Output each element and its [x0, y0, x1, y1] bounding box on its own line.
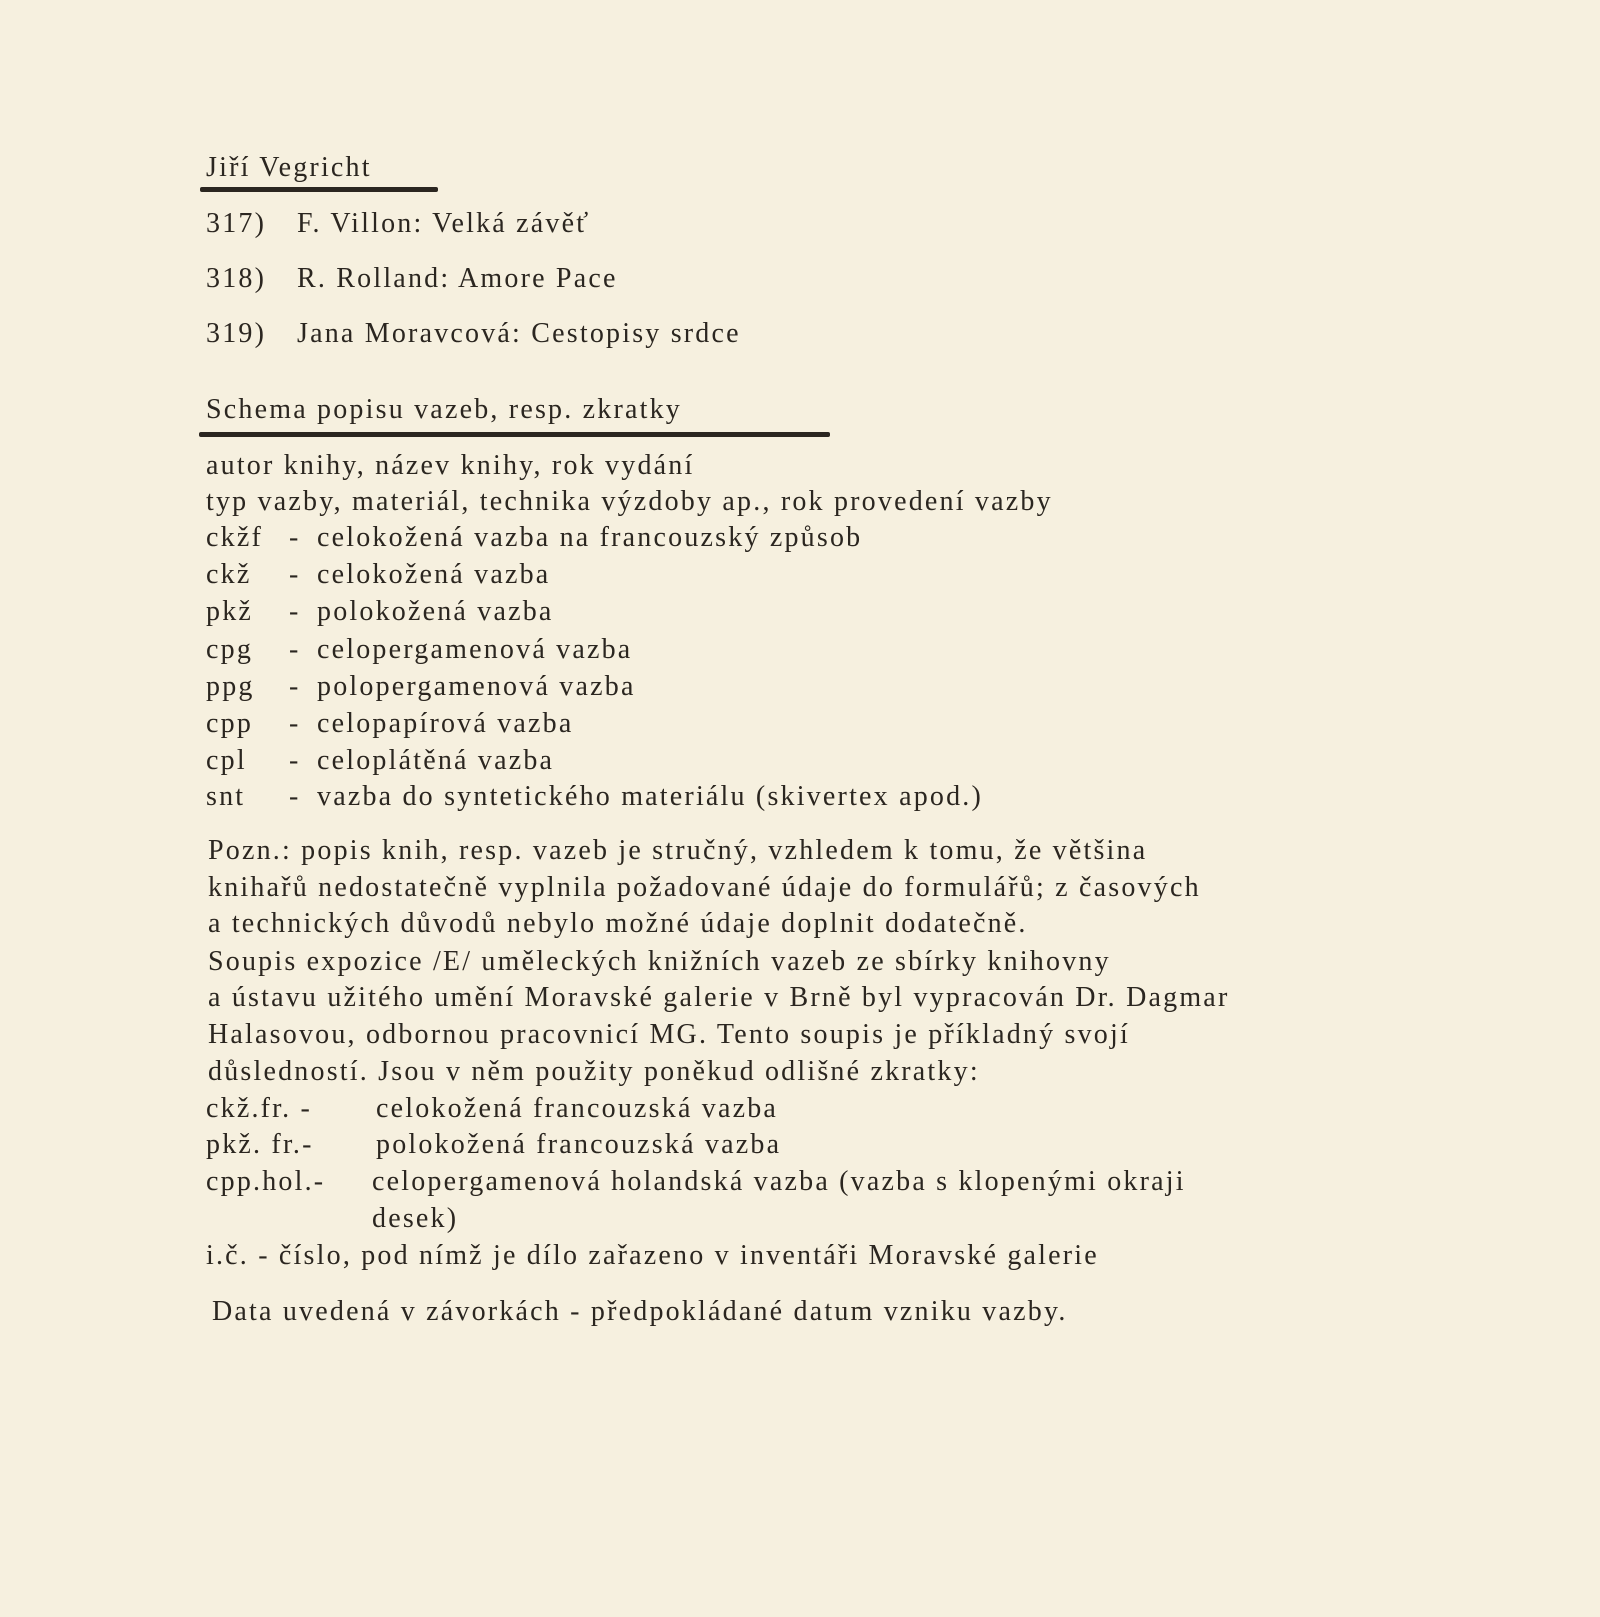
abbr-desc: celoplátěná vazba [317, 745, 555, 776]
note-line: knihařů nedostatečně vyplnila požadované údaje do formulářů; z časových [208, 872, 1201, 903]
abbr-desc: vazba do syntetického materiálu (skivertex apod.) [317, 781, 984, 812]
item-number: 318) [206, 263, 267, 294]
abbr-desc: celopapírová vazba [317, 708, 574, 739]
schema-line: typ vazby, materiál, technika výzdoby ap., rok provedení vazby [206, 486, 1053, 517]
abbr-dash: - [289, 559, 301, 590]
note-line: a technických důvodů nebylo možné údaje doplnit dodatečně. [208, 908, 1028, 939]
abbr-dash: - [289, 745, 301, 776]
abbr-dash: - [289, 634, 301, 665]
abbr-desc: polokožená francouzská vazba [376, 1129, 782, 1160]
abbr-dash: - [289, 671, 301, 702]
schema-line: autor knihy, název knihy, rok vydání [206, 450, 695, 481]
abbr-desc: celokožená vazba na francouzský způsob [317, 522, 863, 553]
abbr-desc: celopergamenová vazba [317, 634, 633, 665]
abbr-code: pkž. fr.- [206, 1129, 314, 1160]
inventory-number-line: i.č. - číslo, pod nímž je dílo zařazeno v inventáři Moravské galerie [206, 1240, 1099, 1271]
abbr-code: cpl [206, 745, 247, 776]
abbr-code: pkž [206, 596, 254, 627]
abbr-code: ckž [206, 559, 252, 590]
item-number: 317) [206, 208, 267, 239]
heading-underline [200, 187, 438, 192]
abbr-dash: - [289, 596, 301, 627]
note-line: důsledností. Jsou v něm použity poněkud odlišné zkratky: [208, 1056, 980, 1087]
item-title: Jana Moravcová: Cestopisy srdce [297, 318, 741, 349]
abbr-desc: celokožená vazba [317, 559, 551, 590]
abbr-dash: - [289, 781, 301, 812]
abbr-desc: celokožená francouzská vazba [376, 1093, 779, 1124]
abbr-desc-continued: desek) [372, 1203, 459, 1234]
note-line: Halasovou, odbornou pracovnicí MG. Tento soupis je příkladný svojí [208, 1019, 1130, 1050]
section-heading-author: Jiří Vegricht [206, 152, 372, 183]
heading-underline [199, 432, 830, 437]
abbr-code: ppg [206, 671, 255, 702]
abbr-desc: polokožená vazba [317, 596, 554, 627]
abbr-code: cpp [206, 708, 254, 739]
abbr-dash: - [289, 522, 301, 553]
abbr-desc: polopergamenová vazba [317, 671, 636, 702]
abbr-code: cpp.hol.- [206, 1166, 326, 1197]
item-title: F. Villon: Velká závěť [297, 208, 591, 239]
abbr-code: ckžf [206, 522, 263, 553]
abbr-code: ckž.fr. - [206, 1093, 313, 1124]
note-line: Soupis expozice /E/ uměleckých knižních vazeb ze sbírky knihovny [208, 946, 1111, 977]
item-title: R. Rolland: Amore Pace [297, 263, 618, 294]
note-line: a ústavu užitého umění Moravské galerie v Brně byl vypracován Dr. Dagmar [208, 982, 1230, 1013]
abbr-desc: celopergamenová holandská vazba (vazba s klopenými okraji [372, 1166, 1186, 1197]
item-number: 319) [206, 318, 267, 349]
abbr-code: snt [206, 781, 246, 812]
final-note-line: Data uvedená v závorkách - předpokládané datum vzniku vazby. [212, 1296, 1068, 1327]
section-heading-schema: Schema popisu vazeb, resp. zkratky [206, 394, 683, 425]
abbr-dash: - [289, 708, 301, 739]
note-line: Pozn.: popis knih, resp. vazeb je stručný, vzhledem k tomu, že většina [208, 835, 1148, 866]
abbr-code: cpg [206, 634, 254, 665]
